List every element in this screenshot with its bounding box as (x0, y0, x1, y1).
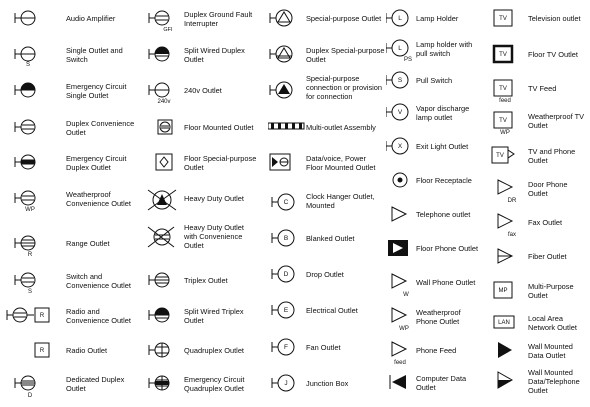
symbol-text: PS (403, 57, 413, 63)
outlet-circle (155, 11, 169, 25)
symbol-text: WP (25, 207, 35, 213)
symbol-D-icon (268, 264, 328, 296)
outlet-circle (21, 191, 35, 205)
triangle (498, 214, 512, 228)
dot (398, 178, 403, 183)
symbol-text: TV (499, 118, 507, 125)
symbol-text: V (397, 109, 403, 117)
legend-label: Special-purpose connection or provision for connection (306, 74, 383, 101)
legend-label: Lamp holder with pull switch (416, 40, 473, 58)
symbol-fax-icon (490, 212, 550, 244)
strip-segment (285, 123, 288, 129)
legend-label: Electrical Outlet (306, 306, 358, 315)
symbol-single-switch-icon (6, 44, 66, 76)
symbol-floor-tv-icon (490, 44, 550, 76)
legend-label: Audio Amplifier (66, 14, 116, 23)
symbol-text: feed (499, 98, 511, 104)
legend-label: Weatherproof Convenience Outlet (66, 190, 131, 208)
legend-label: Heavy Duty Outlet with Convenience Outlet (184, 223, 244, 250)
symbol-text: DR (507, 198, 517, 204)
legend-label: Phone Feed (416, 346, 457, 355)
symbol-quadruplex-icon (146, 340, 206, 372)
legend-label: Split Wired Duplex Outlet (184, 46, 245, 64)
legend-label: Fan Outlet (306, 343, 341, 352)
legend-label: Computer Data Outlet (416, 374, 467, 392)
symbol-wall-phone-icon (386, 272, 446, 304)
symbol-text: C (283, 199, 289, 207)
legend-label: Duplex Convenience Outlet (66, 119, 135, 137)
strip-segment (271, 123, 274, 129)
symbol-fiber-icon (490, 246, 550, 278)
triangle (392, 342, 406, 356)
symbol-text: L (398, 15, 402, 23)
symbol-B-icon (268, 228, 328, 260)
symbol-text: GFI (163, 27, 173, 33)
legend-label: Split Wired Triplex Outlet (184, 307, 244, 325)
symbol-text: D (27, 393, 33, 399)
symbol-emergency-single-icon (6, 80, 66, 112)
legend-label: Multi-outlet Assembly (306, 123, 376, 132)
legend-label: Emergency Circuit Single Outlet (66, 82, 127, 100)
legend-label: Local Area Network Outlet (528, 314, 577, 332)
legend-label: Heavy Duty Outlet (184, 194, 244, 203)
symbol-text: J (284, 380, 288, 388)
symbol-text: R (39, 348, 45, 355)
symbol-triplex-icon (146, 270, 206, 302)
symbol-weatherproof-icon (6, 188, 66, 220)
symbol-floor-phone-icon (386, 238, 446, 270)
symbol-E-icon (268, 300, 328, 332)
symbol-tv-feed-icon (490, 78, 550, 110)
outlet-circle (154, 229, 170, 245)
legend-label: Weatherproof TV Outlet (528, 112, 585, 130)
symbol-text: W (403, 292, 409, 298)
legend-label: Telephone outlet (416, 210, 471, 219)
symbol-text: D (283, 271, 289, 279)
diamond (160, 157, 168, 167)
symbol-text: TV (499, 86, 507, 93)
legend-label: Floor Special-purpose Outlet (184, 154, 257, 172)
legend-label: Floor Phone Outlet (416, 244, 479, 253)
triangle (272, 157, 278, 167)
legend-label: Door Phone Outlet (528, 180, 568, 198)
symbol-text: LAN (498, 320, 510, 327)
legend-label: Lamp Holder (416, 14, 459, 23)
legend-label: Floor TV Outlet (528, 50, 578, 59)
legend-label: Wall Phone Outlet (416, 278, 476, 287)
legend-label: Duplex Special-purpose Outlet (306, 46, 385, 64)
half-fill (21, 83, 35, 90)
symbol-floor-receptacle-icon (386, 170, 446, 202)
symbol-switch-conv-icon (6, 270, 66, 302)
symbol-F-icon (268, 337, 328, 369)
legend-label: Wall Mounted Data/Telephone Outlet (528, 368, 580, 395)
legend-label: Floor Mounted Outlet (184, 123, 254, 132)
symbol-emergency-duplex-icon (6, 152, 66, 184)
symbol-phone-feed-icon (386, 340, 446, 372)
legend-label: Single Outlet and Switch (66, 46, 123, 64)
legend-label: Multi-Purpose Outlet (528, 282, 574, 300)
ring (160, 122, 170, 132)
strip-segment (292, 123, 295, 129)
symbol-heavy-duty-icon (146, 188, 206, 220)
symbol-text: F (284, 344, 288, 352)
legend-label: Radio and Convenience Outlet (66, 307, 131, 325)
legend-label: Special-purpose Outlet (306, 14, 382, 23)
triangle (392, 308, 406, 322)
legend-label: Vapor discharge lamp outlet (416, 104, 470, 122)
legend-label: Blanked Outlet (306, 234, 355, 243)
legend-label: Switch and Convenience Outlet (66, 272, 131, 290)
symbol-text: R (27, 252, 33, 258)
outlet-circle (21, 273, 35, 287)
symbol-text: S (27, 289, 33, 295)
legend-label: Clock Hanger Outlet, Mounted (306, 192, 375, 210)
symbol-audio-icon (6, 8, 66, 40)
symbol-text: 240v (157, 99, 171, 105)
symbol-text: R (39, 313, 45, 320)
half-fill (155, 47, 169, 54)
triangle (392, 375, 406, 389)
symbol-text: B (283, 235, 289, 243)
symbol-text: MP (498, 288, 508, 295)
symbol-text: WP (399, 326, 409, 332)
symbol-multi-outlet-icon (268, 117, 328, 149)
symbol-text: fax (507, 232, 517, 238)
legend-label: Drop Outlet (306, 270, 344, 279)
triangle (157, 194, 167, 205)
symbol-duplex-icon (6, 117, 66, 149)
legend-label: Floor Receptacle (416, 176, 472, 185)
symbol-text: L (398, 45, 402, 53)
legend-label: Emergency Circuit Quadruplex Outlet (184, 375, 245, 393)
symbol-240v-icon (146, 80, 206, 112)
fill-band (21, 160, 35, 164)
triangle (278, 12, 290, 22)
symbol-radio-conv-icon (6, 305, 66, 337)
legend-label: TV Feed (528, 84, 557, 93)
legend-label: Fiber Outlet (528, 252, 567, 261)
outlet-circle (13, 308, 27, 322)
legend-label: TV and Phone Outlet (528, 147, 576, 165)
symbol-text: feed (394, 360, 406, 366)
symbol-dedicated-duplex-icon (6, 373, 66, 405)
symbol-text: TV (496, 153, 504, 160)
legend-label: Wall Mounted Data Outlet (528, 342, 573, 360)
symbol-text: TV (499, 16, 507, 23)
symbol-telephone-icon (386, 204, 446, 236)
symbol-text: E (283, 307, 289, 315)
triangle (508, 150, 514, 158)
legend-label: Junction Box (306, 379, 349, 388)
legend-label: Exit Light Outlet (416, 142, 469, 151)
symbol-text: S (25, 62, 31, 68)
triangle (498, 180, 512, 194)
legend-label: Range Outlet (66, 239, 110, 248)
legend-label: Fax Outlet (528, 218, 563, 227)
legend-label: Triplex Outlet (184, 276, 228, 285)
fill-band (155, 381, 169, 385)
symbol-radio-icon (6, 340, 66, 372)
strip-segment (299, 123, 302, 129)
triangle (392, 207, 406, 221)
legend-label: Quadruplex Outlet (184, 346, 244, 355)
legend-label: Dedicated Duplex Outlet (66, 375, 125, 393)
legend-label: Pull Switch (416, 76, 453, 85)
outlet-circle (21, 120, 35, 134)
symbol-J-icon (268, 373, 328, 405)
triangle (498, 342, 512, 358)
legend-label: Television outlet (528, 14, 581, 23)
symbol-text: WP (500, 130, 510, 136)
legend-label: Duplex Ground Fault Interrupter (184, 10, 253, 28)
legend-label: Data/voice, Power Floor Mounted Outlet (306, 154, 376, 172)
triangle (392, 274, 406, 288)
legend-label: Weatherproof Phone Outlet (416, 308, 461, 326)
symbol-text: TV (499, 52, 507, 59)
symbol-text: X (397, 143, 403, 151)
strip-segment (278, 123, 281, 129)
symbol-X-icon (386, 136, 446, 168)
symbol-range-icon (6, 233, 66, 265)
legend-label: Emergency Circuit Duplex Outlet (66, 154, 127, 172)
symbol-text: S (397, 77, 403, 85)
half-fill (155, 308, 169, 315)
symbol-floor-mounted-icon (146, 117, 206, 149)
legend-label: 240v Outlet (184, 86, 222, 95)
symbol-special-icon (268, 8, 328, 40)
legend-label: Radio Outlet (66, 346, 108, 355)
symbol-L-icon (386, 8, 446, 40)
triangle (278, 84, 290, 94)
symbol-tv-icon (490, 8, 550, 40)
symbol-S-icon (386, 70, 446, 102)
